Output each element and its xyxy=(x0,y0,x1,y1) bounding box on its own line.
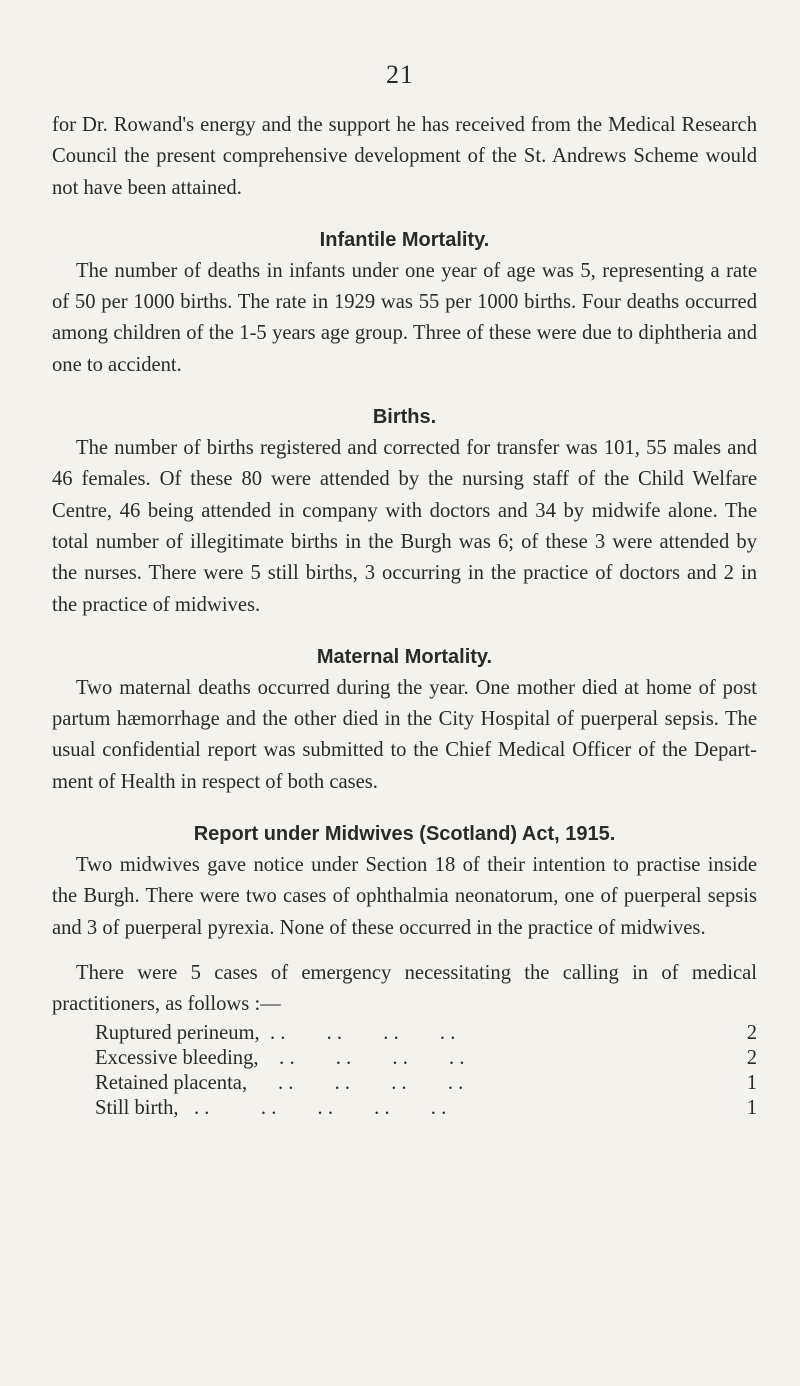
section-maternal-mortality xyxy=(52,642,757,798)
section-paragraph: The number of deaths in infants under one year of age was 5, representing a rate of 50 per 1000 births. The rate in 1929 was 55 per 1000 births. Four deaths occurred among children of the 1-5 years age group. Three of these were due to diphtheria and one to accident. xyxy=(52,259,757,376)
section-heading: Maternal Mortality. xyxy=(316,645,493,668)
item-label: Retained placenta, . . . . . . . . xyxy=(95,1071,464,1094)
intro-paragraph: for Dr. Rowand's energy and the support he has received from the Medical Research Council the present comprehensive development of the St. Andrews Scheme would not have been attained. xyxy=(52,114,757,199)
section-midwives-act xyxy=(52,819,757,1120)
item-label: Still birth, . . . . . . . . . . xyxy=(95,1096,447,1119)
section-heading: Infantile Mortality. xyxy=(319,228,490,251)
section-heading: Report under Midwives (Scotland) Act, 1915. xyxy=(193,823,616,846)
item-label: Excessive bleeding, . . . . . . . . xyxy=(95,1046,465,1069)
section-paragraph: The number of births registered and corrected for transfer was 101, 55 males and 46 females. Of these 80 were attended by the nursing staff of the Child Welfare Centre, 46 being attended in company with doctors and 34 by midwife alone. The total number of illegitimate births in the Burgh was 6; of these 3 were attended by the nurses. There were 5 still births, 3 occurring in the practice of doctors and 2 in the practice of midwives. xyxy=(52,437,757,616)
section-paragraph: Two maternal deaths occurred during the year. One mother died at home of post partum hæmorrhage and the other died in the City Hospital of puerperal sepsis. The usual confidential report was submitted to the Chief Medical Officer of the Department of Health in respect of both cases. xyxy=(52,676,757,793)
item-count: 1 xyxy=(746,1096,757,1119)
item-count: 1 xyxy=(746,1071,757,1094)
item-label: Ruptured perineum, . . . . . . . . xyxy=(95,1021,456,1044)
section-heading: Births. xyxy=(372,406,437,429)
emergency-list xyxy=(95,1021,757,1121)
list-item xyxy=(95,1021,757,1046)
section-births xyxy=(52,402,757,621)
section-paragraph: Two midwives gave notice under Section 18 of their intention to practise inside the Burgh. There were two cases of ophthalmia neonatorum, one of puerperal sepsis and 3 of puerperal pyrexia. None of these occurred in the practice of midwives. xyxy=(52,854,757,939)
section-paragraph: There were 5 cases of emergency necessitating the calling in of medical practitioners, as follows :— xyxy=(52,961,757,1016)
list-item xyxy=(95,1096,757,1121)
section-infantile-mortality xyxy=(52,225,757,381)
document-body xyxy=(52,110,757,1121)
page-number: 21 xyxy=(386,60,414,89)
item-count: 2 xyxy=(746,1021,757,1044)
list-item xyxy=(95,1046,757,1071)
list-item xyxy=(95,1071,757,1096)
item-count: 2 xyxy=(746,1046,757,1069)
